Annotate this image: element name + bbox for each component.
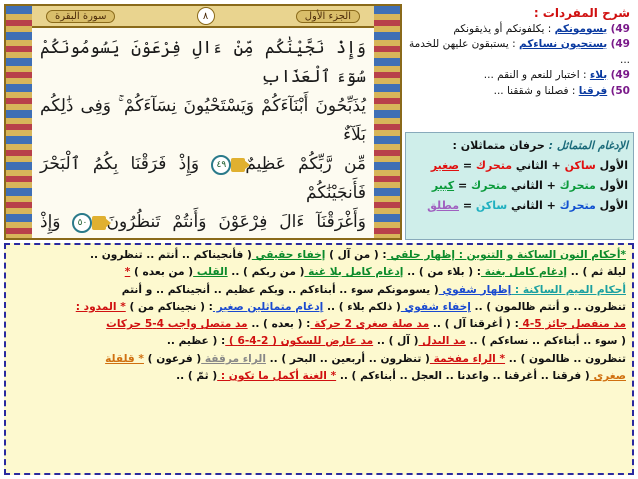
vocabulary-separator: : <box>544 22 555 35</box>
idgham-second: + الثاني <box>512 159 565 172</box>
idgham-second: + الثاني <box>507 179 560 192</box>
rule-segment: مد منفصل جائز 5-4 <box>518 318 626 331</box>
vocabulary-separator: : <box>579 69 590 81</box>
quran-text <box>32 28 374 238</box>
rule-segment: إظهار شفوي <box>438 283 512 296</box>
decorative-border-right <box>374 6 400 238</box>
page-number: ٨ <box>197 7 215 25</box>
vocabulary-item <box>409 37 630 68</box>
tajweed-rules <box>4 243 634 475</box>
vocabulary-item <box>409 84 630 100</box>
idgham-first: الأول <box>595 179 628 192</box>
idgham-box <box>405 132 634 240</box>
vocabulary-word: بلاء <box>589 69 608 81</box>
vocabulary-word: يستحيون نساءكم <box>518 38 608 50</box>
vocabulary-separator: : <box>568 84 579 97</box>
rule-segment: صغرى <box>589 370 626 383</box>
verse-number: 49) <box>610 38 630 50</box>
rule-segment: تنظرون .. ظالمون ) .. <box>505 352 626 365</box>
rule-segment: : ( بلاء من ) .. <box>403 266 482 279</box>
rule-segment: ( من بعده ) <box>130 266 194 279</box>
vocabulary-meaning: اختبار للنعم و النقم ... <box>483 69 580 81</box>
quran-text-segment: مِّن رَّبِّكُمْ عَظِيمٌ <box>245 154 367 174</box>
rule-segment: * قلقلة <box>105 352 144 365</box>
idgham-second-state: متحرك <box>475 159 513 172</box>
idgham-second: + الثاني <box>507 199 560 212</box>
verse-number: 49) <box>610 69 630 81</box>
rule-segment: ( تنظرون .. أربعين .. البحر ) .. <box>265 352 430 365</box>
idgham-row <box>411 156 628 176</box>
audio-speaker-icon <box>92 216 106 230</box>
surah-label: سورة البقرة <box>46 10 115 23</box>
vocabulary-meaning: يستبقون عليهن للخدمة ... <box>409 38 630 66</box>
rule-segment: : ( من آل ) <box>325 249 387 261</box>
rule-segment: ( سوء .. أبناءكم .. نساءكم ) .. <box>465 335 626 348</box>
rule-segment: ( ثمّ ) .. <box>176 370 218 383</box>
idgham-rows <box>411 156 628 216</box>
idgham-equals: = <box>459 199 476 212</box>
rule-segment: ( من ربكم ) .. <box>227 266 305 279</box>
rule-segment: : ( بعده ) .. <box>247 318 311 331</box>
rule-segment: * <box>124 266 131 279</box>
idgham-heading <box>411 136 628 156</box>
quran-line <box>40 150 366 208</box>
vocabulary-item <box>409 68 630 84</box>
vocabulary-word: فرقنا <box>578 84 608 97</box>
rules-line <box>12 299 626 316</box>
quran-text-segment: وَإِذْ فَرَقْنَا بِكُمُ ٱلْبَحْرَ فَأَنجَيْنَٰكُمْ <box>40 154 366 203</box>
vocabulary-heading: شرح المفردات : <box>533 6 630 20</box>
idgham-equals: = <box>459 159 476 172</box>
quran-line <box>40 92 366 150</box>
rule-segment: *أحكام النون الساكنة و التنوين : إظهار حلقي <box>386 249 626 261</box>
vocabulary-separator: : <box>508 38 519 50</box>
rule-segment: * المدود : <box>75 300 126 313</box>
idgham-first: الأول <box>595 159 628 172</box>
rule-segment: مد عارض للسكون ( 2-4-6 ) <box>225 335 374 348</box>
rule-segment: ( يسومونكم سوء .. أبناءكم .. وبكم عظيم .. أنجيناكم .. و أنتم <box>121 283 439 296</box>
ayah-number: ٥٠ <box>72 213 92 233</box>
rule-segment: أحكام الميم الساكنة : <box>511 283 626 296</box>
rule-segment: ( فأنجيناكم .. أنتم .. تنظرون .. <box>89 249 252 261</box>
vocabulary-section <box>405 4 634 130</box>
rule-segment: : ( نجيناكم من ) <box>125 300 213 313</box>
idgham-first-state: ساكن <box>564 159 596 172</box>
rules-line <box>12 368 626 385</box>
verse-number: 49) <box>610 22 630 35</box>
rules-line <box>12 316 626 333</box>
rule-segment: مد صلة صغرى 2 حركة <box>310 318 430 331</box>
quran-text-segment: يُذَبِّحُونَ أَبْنَآءَكُمْ وَيَسْتَحْيُونَ نِسَآءَكُمْ ۚ وَفِى ذَٰلِكُم بَلَآءٌ <box>40 96 366 145</box>
idgham-first-state: متحرك <box>559 179 596 192</box>
vocabulary-meaning: يكلفونكم أو يذيقونكم <box>453 22 545 35</box>
rule-segment: ( فرعون ) <box>143 352 202 365</box>
verse-number: 50) <box>610 84 630 97</box>
idgham-result: كبير <box>431 179 455 192</box>
rule-segment: إدغام كامل بلا غنة <box>304 266 404 279</box>
rule-segment: مد البدل <box>418 335 466 348</box>
rule-segment: تنظرون .. و أنتم ظالمون ) .. <box>470 300 626 313</box>
rule-segment: : ( أغرقنا آل ) .. <box>429 318 519 331</box>
quran-text-segment: وَأَغْرَقْنَآ ءَالَ فِرْعَوْنَ وَأَنتُمْ تَنظُرُونَ <box>106 212 366 232</box>
idgham-first-state: متحرك <box>559 199 596 212</box>
rule-segment: ( آل ) .. <box>373 335 419 348</box>
vocabulary-list <box>409 22 630 100</box>
idgham-result: صغير <box>430 159 460 172</box>
quran-text-segment: وَإِذْ <box>40 212 61 232</box>
rule-segment: * الغنة أكمل ما تكون : <box>217 370 337 383</box>
ayah-number: ٤٩ <box>211 155 231 175</box>
quran-line <box>40 208 366 240</box>
rule-segment: الراء مرققة <box>201 352 266 365</box>
quran-line <box>40 34 366 92</box>
idgham-equals: = <box>454 179 471 192</box>
rule-segment: : ( عظيم .. <box>166 335 226 348</box>
rule-segment: ( فرقنا .. أغرقنا .. واعدنا .. العجل .. أبناءكم ) .. <box>336 370 590 383</box>
rule-segment: إدغام متماثلين صغير <box>212 300 324 313</box>
rules-line <box>12 282 626 299</box>
vocabulary-meaning: فصلنا و شققنا ... <box>493 84 569 97</box>
rule-segment: إخفاء شفوي <box>400 300 471 313</box>
idgham-second-state: ساكن <box>475 199 508 212</box>
rules-line <box>12 264 626 281</box>
rule-segment: مد متصل واجب 4-5 حركات <box>106 318 248 331</box>
rules-line <box>12 351 626 368</box>
page-header <box>32 6 374 28</box>
rules-line <box>12 247 626 264</box>
juz-label: الجزء الأول <box>296 10 360 23</box>
audio-speaker-icon <box>231 158 245 172</box>
vocabulary-word: يسومونكم <box>554 22 608 35</box>
idgham-subtitle: حرفان متماثلان : <box>452 139 549 152</box>
vocabulary-item <box>409 22 630 38</box>
quran-text-segment: وَإِذْ نَجَّيْنَٰكُم مِّنْ ءَالِ فِرْعَوْنَ يَسُومُونَكُمْ سُوٓءَ ٱلْعَذَابِ <box>40 38 366 87</box>
rule-segment: إدغام كامل بغنة <box>481 266 568 279</box>
rules-line <box>12 333 626 350</box>
decorative-border-left <box>6 6 32 238</box>
rule-segment: إخفاء حقيقي <box>251 249 326 261</box>
idgham-second-state: متحرك <box>471 179 508 192</box>
rule-segment: القلب <box>193 266 228 279</box>
rule-segment: ليلة ثم ) .. <box>567 266 626 279</box>
rule-segment: * الراء مفخمة <box>429 352 506 365</box>
idgham-row <box>411 196 628 216</box>
idgham-row <box>411 176 628 196</box>
quran-page <box>4 4 402 240</box>
idgham-title: الإدغام المتماثل : <box>548 139 628 152</box>
idgham-result: مطلق <box>427 199 460 212</box>
idgham-first: الأول <box>595 199 628 212</box>
rule-segment: ( ذلكم بلاء ) .. <box>323 300 401 313</box>
